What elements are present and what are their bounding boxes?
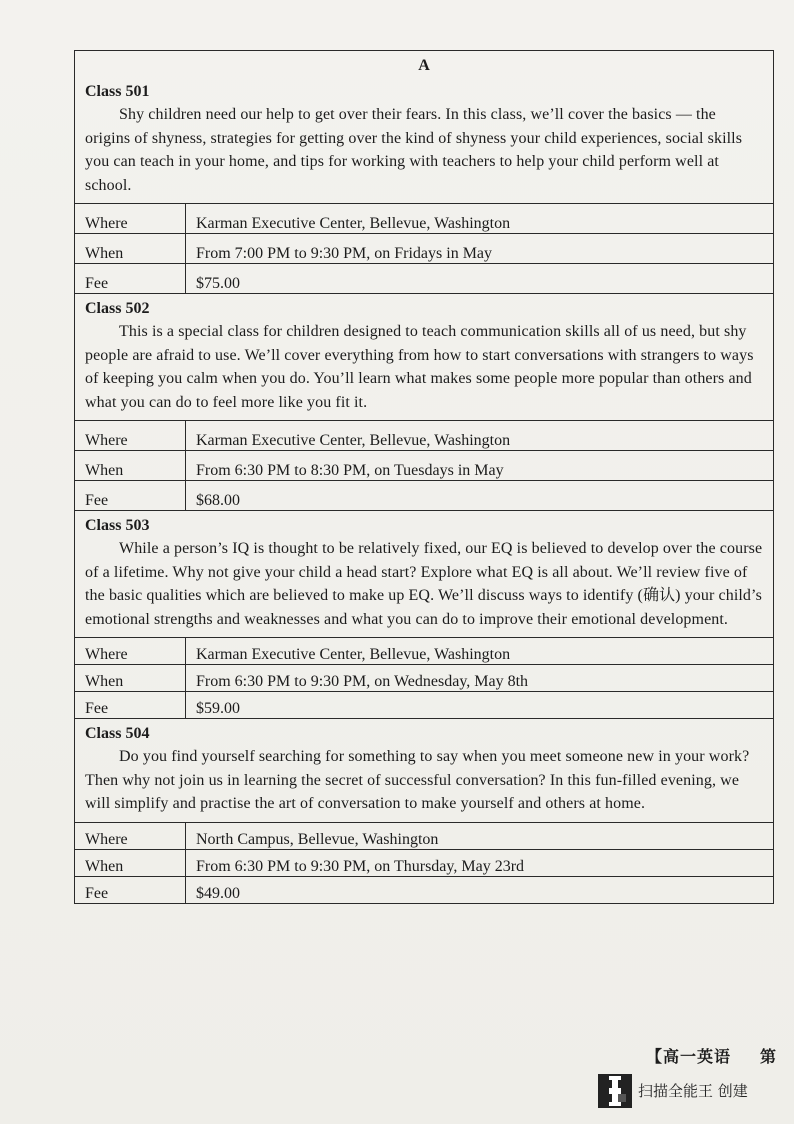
row-value: Karman Executive Center, Bellevue, Washington (186, 204, 774, 234)
row-value: $59.00 (186, 692, 774, 719)
page-marker: 第 (760, 1047, 777, 1066)
table-row (75, 421, 773, 451)
class-info-table (75, 420, 773, 510)
class-title: Class 501 (85, 83, 150, 100)
row-label: Where (75, 204, 186, 234)
table-row (75, 692, 773, 719)
row-value: $68.00 (186, 481, 774, 511)
row-value: From 6:30 PM to 9:30 PM, on Thursday, May 23rd (186, 849, 774, 876)
row-value: North Campus, Bellevue, Washington (186, 822, 774, 849)
row-value: $75.00 (186, 264, 774, 294)
table-row (75, 849, 773, 876)
row-value: Karman Executive Center, Bellevue, Washington (186, 638, 774, 665)
table-row (75, 638, 773, 665)
row-value: From 7:00 PM to 9:30 PM, on Fridays in May (186, 234, 774, 264)
row-value: Karman Executive Center, Bellevue, Washington (186, 421, 774, 451)
section-letter: A (418, 57, 430, 74)
class-title: Class 502 (85, 300, 150, 317)
class-info-table (75, 637, 773, 718)
row-label: Fee (75, 481, 186, 511)
row-label: Where (75, 638, 186, 665)
class-description: This is a special class for children designed to teach communication skills all of us need, but shy people are afraid to use. We’ll cover everything from how to start conversations with strangers to ways of keeping you calm when you do. You’ll learn what makes some people more popular than others and what you can do to feel more like you fit it. (85, 323, 754, 411)
row-label: Fee (75, 264, 186, 294)
table-row (75, 665, 773, 692)
table-row (75, 204, 773, 234)
table-row (75, 264, 773, 294)
table-row (75, 876, 773, 903)
subject-tag: 【高一英语 (646, 1047, 732, 1066)
table-row (75, 234, 773, 264)
class-block-503 (75, 511, 773, 719)
class-description: Do you find yourself searching for something to say when you meet someone new in your work? Then why not join us in learning the secret of successful conversation? In this fun-filled evening, we will simplify and practise the art of conversation to make yourself and others at home. (85, 748, 750, 812)
row-label: Fee (75, 876, 186, 903)
class-block-502 (75, 294, 773, 511)
class-title: Class 504 (85, 725, 150, 742)
table-row (75, 481, 773, 511)
row-label: Fee (75, 692, 186, 719)
row-label: Where (75, 421, 186, 451)
row-label: When (75, 849, 186, 876)
class-block-504 (75, 719, 773, 904)
row-label: When (75, 234, 186, 264)
class-info-table (75, 822, 773, 903)
scanner-watermark: 扫描全能王 创建 (638, 1082, 748, 1100)
row-value: $49.00 (186, 876, 774, 903)
class-title: Class 503 (85, 517, 150, 534)
class-block-501 (75, 77, 773, 294)
class-description: While a person’s IQ is thought to be relatively fixed, our EQ is believed to develop over the course of a lifetime. Why not give your child a head start? Explore what EQ is all about. We’ll review five of the basic qualities which are believed to make up EQ. We’ll discuss ways to identify (确认) your child’s emotional strengths and weaknesses and what you can do to improve their emotional development. (85, 540, 763, 628)
row-value: From 6:30 PM to 9:30 PM, on Wednesday, May 8th (186, 665, 774, 692)
row-label: When (75, 451, 186, 481)
row-value: From 6:30 PM to 8:30 PM, on Tuesdays in May (186, 451, 774, 481)
row-label: When (75, 665, 186, 692)
class-description: Shy children need our help to get over their fears. In this class, we’ll cover the basics — the origins of shyness, strategies for getting over the kind of shyness your child experiences, social skills you can teach in your home, and tips for working with teachers to help your child perform well at school. (85, 106, 743, 194)
qr-code-icon (598, 1074, 632, 1108)
class-info-table (75, 203, 773, 293)
reading-passage-frame (74, 50, 774, 904)
row-label: Where (75, 822, 186, 849)
table-row (75, 451, 773, 481)
table-row (75, 822, 773, 849)
